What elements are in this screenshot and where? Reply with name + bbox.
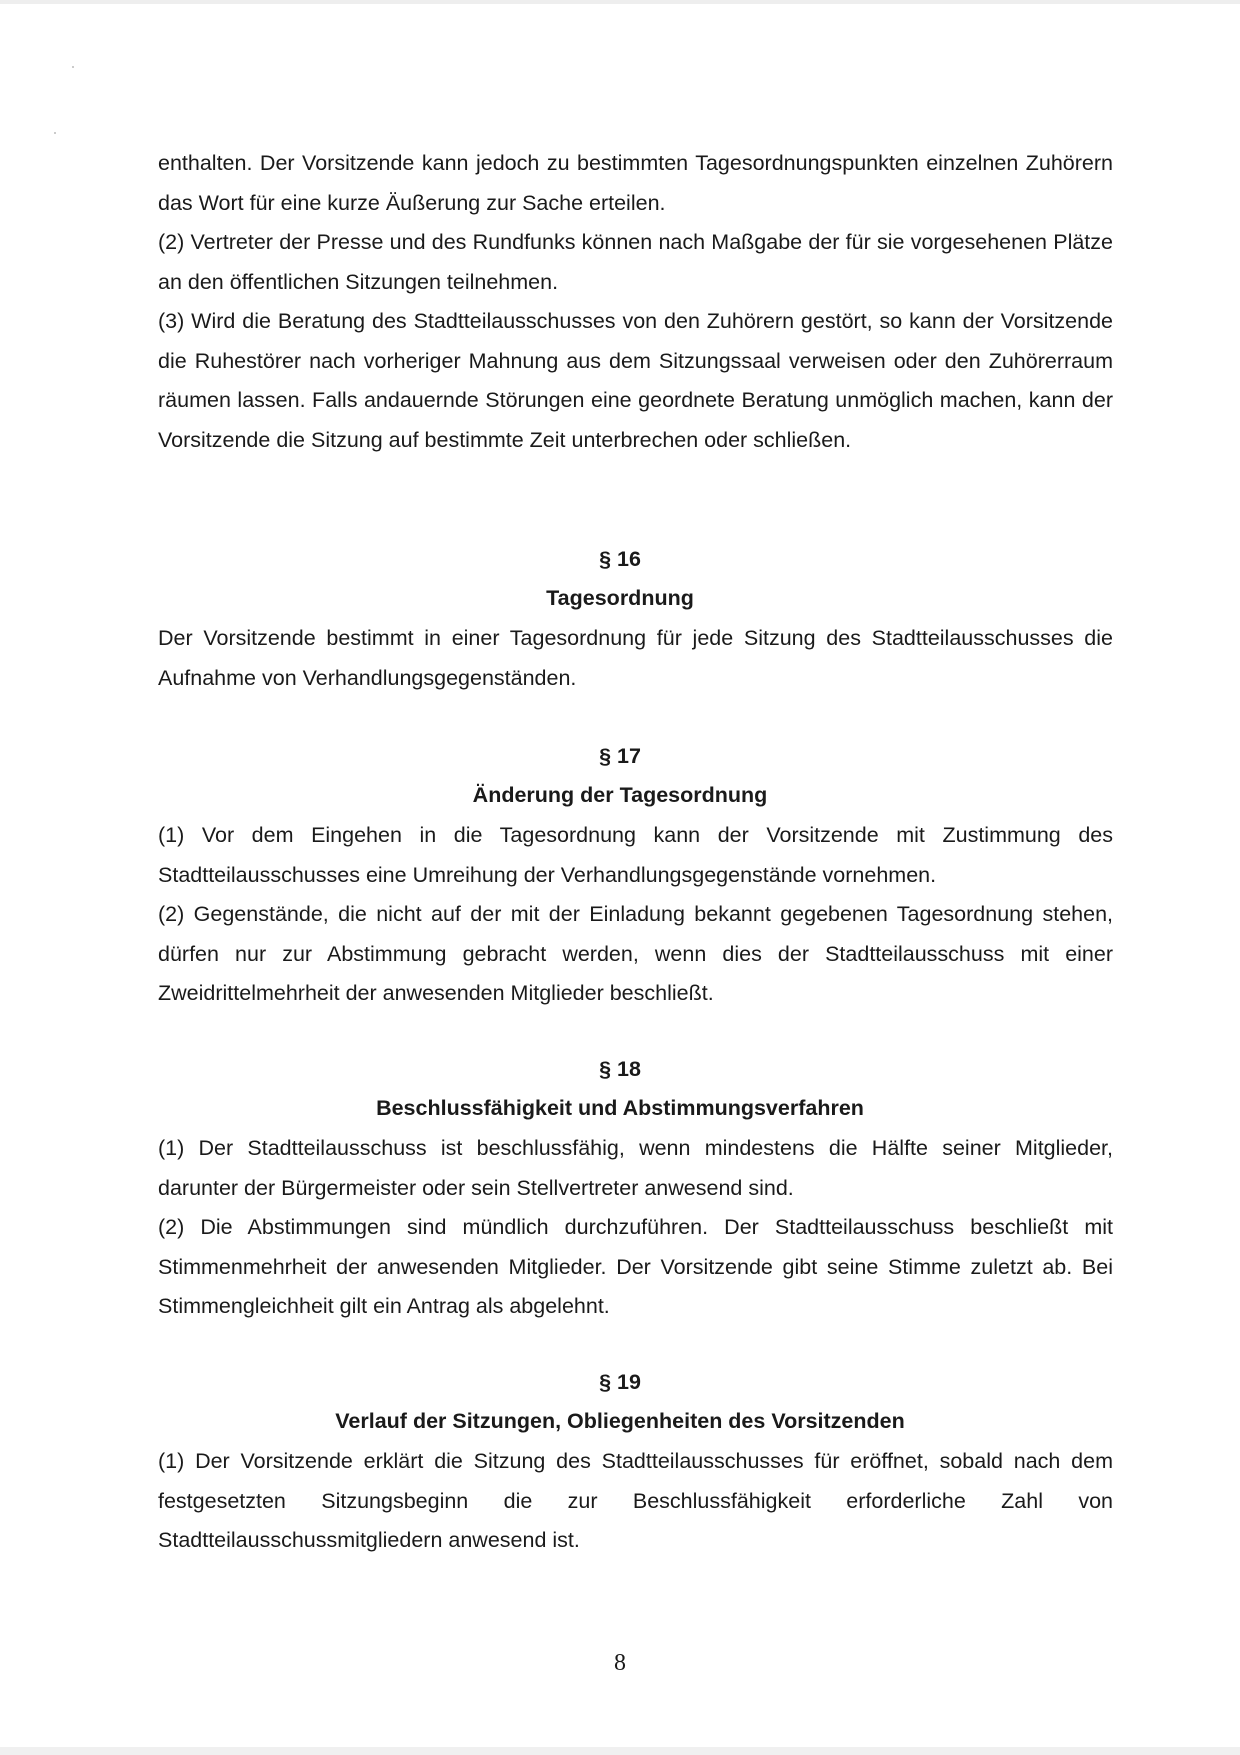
section-18-body	[158, 1129, 1113, 1327]
scan-bottom-edge	[0, 1747, 1240, 1755]
section-19-body	[158, 1442, 1113, 1561]
page-number: 8	[614, 1650, 626, 1676]
scan-speck	[72, 66, 74, 68]
scan-top-edge	[0, 0, 1240, 4]
section-17-number: § 17	[599, 744, 641, 768]
section-16-paragraph-1: Der Vorsitzende bestimmt in einer Tagesordnung für jede Sitzung des Stadtteilausschusses die Aufnahme von Verhandlungsgegenständen.	[158, 626, 1113, 690]
section-16-body	[158, 619, 1113, 698]
section-18-number: § 18	[599, 1057, 641, 1081]
section-18-paragraph-1: (1) Der Stadtteilausschuss ist beschlussfähig, wenn mindestens die Hälfte seiner Mitglieder, darunter der Bürgermeister oder sein Stellvertreter anwesend sind.	[158, 1136, 1113, 1200]
section-16-title: Tagesordnung	[546, 586, 694, 610]
section-18-paragraph-2: (2) Die Abstimmungen sind mündlich durchzuführen. Der Stadtteilausschuss beschließt mit Stimmenmehrheit der anwesenden Mitglieder. Der Vorsitzende gibt seine Stimme zuletzt ab. Bei Stimmengleichheit gilt ein Antrag als abgelehnt.	[158, 1215, 1113, 1318]
section-19-paragraph-1: (1) Der Vorsitzende erklärt die Sitzung des Stadtteilausschusses für eröffnet, sobald nach dem festgesetzten Sitzungsbeginn die zur Beschlussfähigkeit erforderliche Zahl von Stadtteilausschussmitgliedern anwesend ist.	[158, 1449, 1113, 1552]
section-19-number: § 19	[599, 1370, 641, 1394]
section-19-title: Verlauf der Sitzungen, Obliegenheiten des Vorsitzenden	[335, 1409, 905, 1433]
intro-section	[158, 144, 1113, 460]
scan-speck	[54, 132, 56, 134]
section-17-title: Änderung der Tagesordnung	[472, 783, 768, 807]
intro-paragraph-3: (3) Wird die Beratung des Stadtteilausschusses von den Zuhörern gestört, so kann der Vorsitzende die Ruhestörer nach vorheriger Mahnung aus dem Sitzungssaal verweisen oder den Zuhörerraum räumen lassen. Falls andauernde Störungen eine geordnete Beratung unmöglich machen, kann der Vorsitzende die Sitzung auf bestimmte Zeit unterbrechen oder schließen.	[158, 309, 1113, 452]
section-16-number: § 16	[599, 547, 641, 571]
intro-paragraph-2: (2) Vertreter der Presse und des Rundfunks können nach Maßgabe der für sie vorgesehenen Plätze an den öffentlichen Sitzungen teilnehmen.	[158, 230, 1113, 294]
section-17-body	[158, 816, 1113, 1014]
section-17-paragraph-1: (1) Vor dem Eingehen in die Tagesordnung kann der Vorsitzende mit Zustimmung des Stadtteilausschusses eine Umreihung der Verhandlungsgegenstände vornehmen.	[158, 823, 1113, 887]
intro-paragraph-1: enthalten. Der Vorsitzende kann jedoch zu bestimmten Tagesordnungspunkten einzelnen Zuhörern das Wort für eine kurze Äußerung zur Sache erteilen.	[158, 151, 1113, 215]
section-17-paragraph-2: (2) Gegenstände, die nicht auf der mit der Einladung bekannt gegebenen Tagesordnung stehen, dürfen nur zur Abstimmung gebracht werden, wenn dies der Stadtteilausschuss mit einer Zweidrittelmehrheit der anwesenden Mitglieder beschließt.	[158, 902, 1113, 1005]
section-18-title: Beschlussfähigkeit und Abstimmungsverfahren	[376, 1096, 864, 1120]
